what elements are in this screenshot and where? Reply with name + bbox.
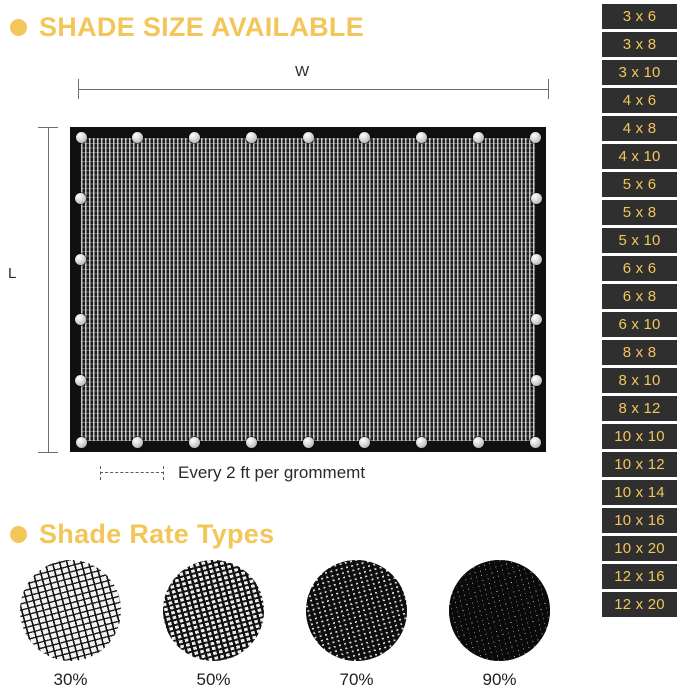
grommet-icon [132,437,143,448]
shade-rate-heading [10,519,274,550]
shade-rate-label: 30% [53,670,88,689]
grommet-icon [531,375,542,386]
grommet-icon [531,254,542,265]
size-chip[interactable]: 3 x 10 [602,60,677,85]
shade-rate-swatch [163,560,264,661]
shade-rate-label: 50% [196,670,231,689]
size-chip[interactable]: 5 x 10 [602,228,677,253]
grommet-icon [246,437,257,448]
grommet-icon [530,437,541,448]
size-chip[interactable]: 3 x 8 [602,32,677,57]
shade-size-heading [10,12,364,43]
bullet-dot-icon [10,19,27,36]
shade-rate-label: 90% [482,670,517,689]
length-label: L [8,265,17,282]
grommet-icon [246,132,257,143]
width-tick-left [78,79,79,99]
grommet-icon [531,193,542,204]
mesh-texture [163,560,264,661]
grommet-icon [76,132,87,143]
grommet-icon [132,132,143,143]
grommet-icon [359,132,370,143]
grommet-icon [76,437,87,448]
grommet-icon [530,132,541,143]
size-chip[interactable]: 5 x 6 [602,172,677,197]
bullet-dot-icon [10,526,27,543]
shade-cloth-panel [70,127,546,452]
shade-dimension-diagram [0,55,600,505]
grommet-icon [416,132,427,143]
grommet-icon [531,314,542,325]
grommet-icon [75,254,86,265]
width-dimension-line [78,89,548,90]
size-chip[interactable]: 4 x 6 [602,88,677,113]
size-chip[interactable]: 10 x 12 [602,452,677,477]
size-chip[interactable]: 6 x 8 [602,284,677,309]
shade-rate-item [20,560,121,695]
size-chip[interactable]: 8 x 12 [602,396,677,421]
shade-rate-item [306,560,407,695]
grommet-icon [75,314,86,325]
size-chip[interactable]: 6 x 10 [602,312,677,337]
grommet-spacing-text: Every 2 ft per grommemt [178,463,366,482]
size-chip[interactable]: 4 x 10 [602,144,677,169]
grommet-icon [303,132,314,143]
grommet-icon [303,437,314,448]
grommet-icon [473,132,484,143]
spacing-bracket-icon [100,466,164,480]
grommet-spacing-note [100,463,365,483]
shade-rate-swatch [20,560,121,661]
mesh-texture [20,560,121,661]
grommet-icon [75,375,86,386]
size-chip[interactable]: 5 x 8 [602,200,677,225]
length-tick-top [38,127,58,128]
size-options-list [600,0,679,698]
shade-rate-swatch [306,560,407,661]
size-chip[interactable]: 6 x 6 [602,256,677,281]
grommet-icon [359,437,370,448]
width-tick-right [548,79,549,99]
length-tick-bottom [38,452,58,453]
size-chip[interactable]: 8 x 10 [602,368,677,393]
size-chip[interactable]: 4 x 8 [602,116,677,141]
size-chip[interactable]: 10 x 16 [602,508,677,533]
grommet-icon [473,437,484,448]
length-dimension-line [48,127,49,452]
size-chip[interactable]: 12 x 20 [602,592,677,617]
mesh-texture [449,560,550,661]
shade-rate-heading-text: Shade Rate Types [39,519,275,549]
size-chip[interactable]: 3 x 6 [602,4,677,29]
width-label: W [295,63,310,80]
size-chip[interactable]: 12 x 16 [602,564,677,589]
mesh-texture [306,560,407,661]
shade-rate-item [449,560,550,695]
shade-mesh-texture [81,138,535,441]
shade-rate-label: 70% [339,670,374,689]
grommet-icon [189,132,200,143]
grommet-icon [189,437,200,448]
size-chip[interactable]: 10 x 20 [602,536,677,561]
size-chip[interactable]: 10 x 14 [602,480,677,505]
size-chip[interactable]: 8 x 8 [602,340,677,365]
grommet-icon [75,193,86,204]
grommet-icon [416,437,427,448]
size-chip[interactable]: 10 x 10 [602,424,677,449]
shade-rate-item [163,560,264,695]
shade-rate-list [20,560,580,695]
shade-size-heading-text: SHADE SIZE AVAILABLE [39,12,365,42]
shade-rate-swatch [449,560,550,661]
